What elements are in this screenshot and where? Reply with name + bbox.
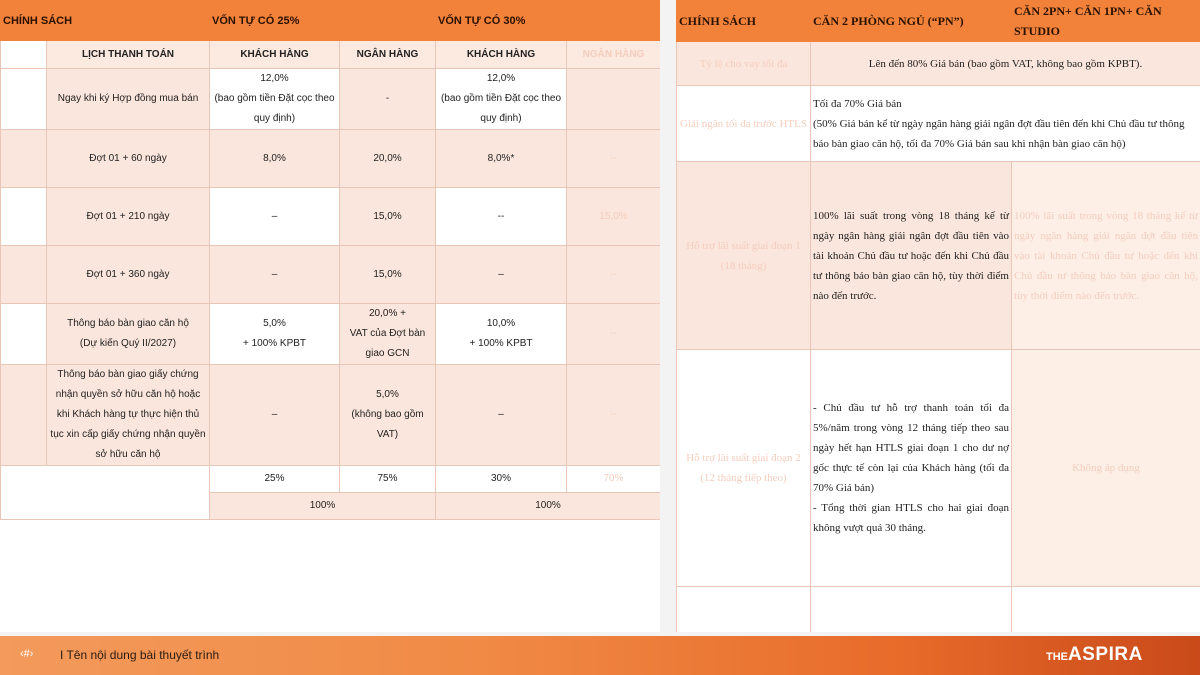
row-label: Đợt 01 + 360 ngày [47,246,210,304]
disbursement-value [811,86,1200,162]
header-own-capital-30: VỐN TỰ CÓ 30% [436,1,661,41]
row-label: Đợt 01 + 210 ngày [47,188,210,246]
bank-25-value: - [340,69,436,130]
payment-schedule-table [0,0,660,520]
subheader-schedule: LỊCH THANH TOÁN [47,41,210,69]
table-row [677,42,1200,86]
customer-25-value: – [210,365,340,466]
customer-25-value: 12,0% (bao gồm tiền Đặt cọc theo quy định) [210,69,340,130]
aspira-logo: THEASPIRA [1046,644,1143,665]
table-row [1,130,661,188]
customer-30-value: – [436,365,567,466]
total-bank-25: 75% [340,466,436,493]
footer-bar [0,636,1200,675]
row-label: Ngay khi ký Hợp đồng mua bán [47,69,210,130]
header-own-capital-25: VỐN TỰ CÓ 25% [210,1,436,41]
table-row [677,86,1200,162]
loan-policy-table [676,0,1200,632]
table-row [677,350,1200,587]
interest-phase2-other-units: Không áp dụng [1012,350,1200,587]
subheader-customer-30: KHÁCH HÀNG [436,41,567,69]
bank-25-value: 5,0% (không bao gồm VAT) [340,365,436,466]
customer-25-value: 8,0% [210,130,340,188]
subheader-bank-25: NGÂN HÀNG [340,41,436,69]
table-row [1,188,661,246]
row-label: Hỗ trợ lãi suất giai đoạn 1 (18 tháng) [677,162,811,350]
row-label: Thông báo bàn giao căn hộ (Dự kiến Quý II/2027) [47,304,210,365]
bank-25-value: 20,0% + VAT của Đợt bàn giao GCN [340,304,436,365]
customer-30-value: 10,0% + 100% KPBT [436,304,567,365]
header-policy: CHÍNH SÁCH [677,1,811,42]
bank-30-value: -- [567,304,661,365]
interest-phase1-two-bedroom: 100% lãi suất trong vòng 18 tháng kể từ ngày ngân hàng giải ngân đợt đầu tiên vào tài khoản Chủ đầu tư hoặc đến khi Chủ đầu tư thông báo bàn giao căn hộ, tùy thời điểm nào đến trước. [811,162,1012,350]
disbursement-main: Tối đa 70% Giá bán [813,97,902,110]
row-label: Đợt 01 + 60 ngày [47,130,210,188]
bank-25-value: 15,0% [340,188,436,246]
loan-policy-panel [676,0,1200,632]
customer-30-value: 8,0%* [436,130,567,188]
header-policy: CHÍNH SÁCH [1,1,210,41]
presentation-title: I Tên nội dung bài thuyết trình [60,648,220,662]
table-row [1,365,661,466]
total-customer-25: 25% [210,466,340,493]
sum-own-25: 100% [210,493,436,520]
bank-30-value: -- [567,130,661,188]
table-row [1,246,661,304]
bank-30-value: -- [567,246,661,304]
subheader-customer-25: KHÁCH HÀNG [210,41,340,69]
page-number: ‹#› [20,648,34,660]
customer-25-value: – [210,246,340,304]
table-row [1,69,661,130]
header-other-units: CĂN 2PN+ CĂN 1PN+ CĂN STUDIO [1012,1,1200,42]
customer-30-value: 12,0% (bao gồm tiền Đặt cọc theo quy định) [436,69,567,130]
bank-30-value: -- [567,365,661,466]
disbursement-note: (50% Giá bán kể từ ngày ngân hàng giải ngân đợt đầu tiên đến khi Chủ đầu tư thông báo bàn giao căn hộ, tối đa 70% Giá bán sau khi nhận bàn giao căn hộ) [813,117,1185,150]
bank-25-value: 15,0% [340,246,436,304]
subheader-bank-30: NGÂN HÀNG [567,41,661,69]
customer-25-value: 5,0% + 100% KPBT [210,304,340,365]
customer-30-value: -- [436,188,567,246]
interest-phase2-two-bedroom [811,350,1012,587]
loan-ratio-value: Lên đến 80% Giá bán (bao gồm VAT, không bao gồm KPBT). [811,42,1200,86]
total-customer-30: 30% [436,466,567,493]
row-label: Giải ngân tối đa trước HTLS [677,86,811,162]
bank-30-value: 15,0% [567,188,661,246]
table-row [1,304,661,365]
customer-30-value: – [436,246,567,304]
header-two-bedroom: CĂN 2 PHÒNG NGỦ (“PN”) [811,1,1012,42]
table-row [677,162,1200,350]
interest-phase1-other-units: 100% lãi suất trong vòng 18 tháng kể từ ngày ngân hàng giải ngân đợt đầu tiên vào tài khoản Chủ đầu tư hoặc đến khi Chủ đầu tư thông báo bàn giao căn hộ, tùy thời điểm nào đến trước. [1012,162,1200,350]
bank-25-value: 20,0% [340,130,436,188]
interest-phase2-line1: - Chủ đầu tư hỗ trợ thanh toán tối đa 5%/năm trong vòng 12 tháng tiếp theo sau ngày hết hạn HTLS giai đoạn 1 cho dư nợ gốc thực tế còn lại của Khách hàng (tối đa 70% Giá bán) [813,402,1009,494]
row-label: Hỗ trợ lãi suất giai đoạn 2 (12 tháng tiếp theo) [677,350,811,587]
row-label: Tỷ lệ cho vay tối đa [677,42,811,86]
interest-phase2-line2: - Tổng thời gian HTLS cho hai giai đoạn không vượt quá 30 tháng. [813,502,1009,534]
customer-25-value: – [210,188,340,246]
totals-row [1,466,661,493]
total-bank-30: 70% [567,466,661,493]
sum-own-30: 100% [436,493,661,520]
row-label: Thông báo bàn giao giấy chứng nhận quyền sở hữu căn hộ hoặc khi Khách hàng tự thực hiện thủ tục xin cấp giấy chứng nhận quyền sở hữu căn hộ [47,365,210,466]
